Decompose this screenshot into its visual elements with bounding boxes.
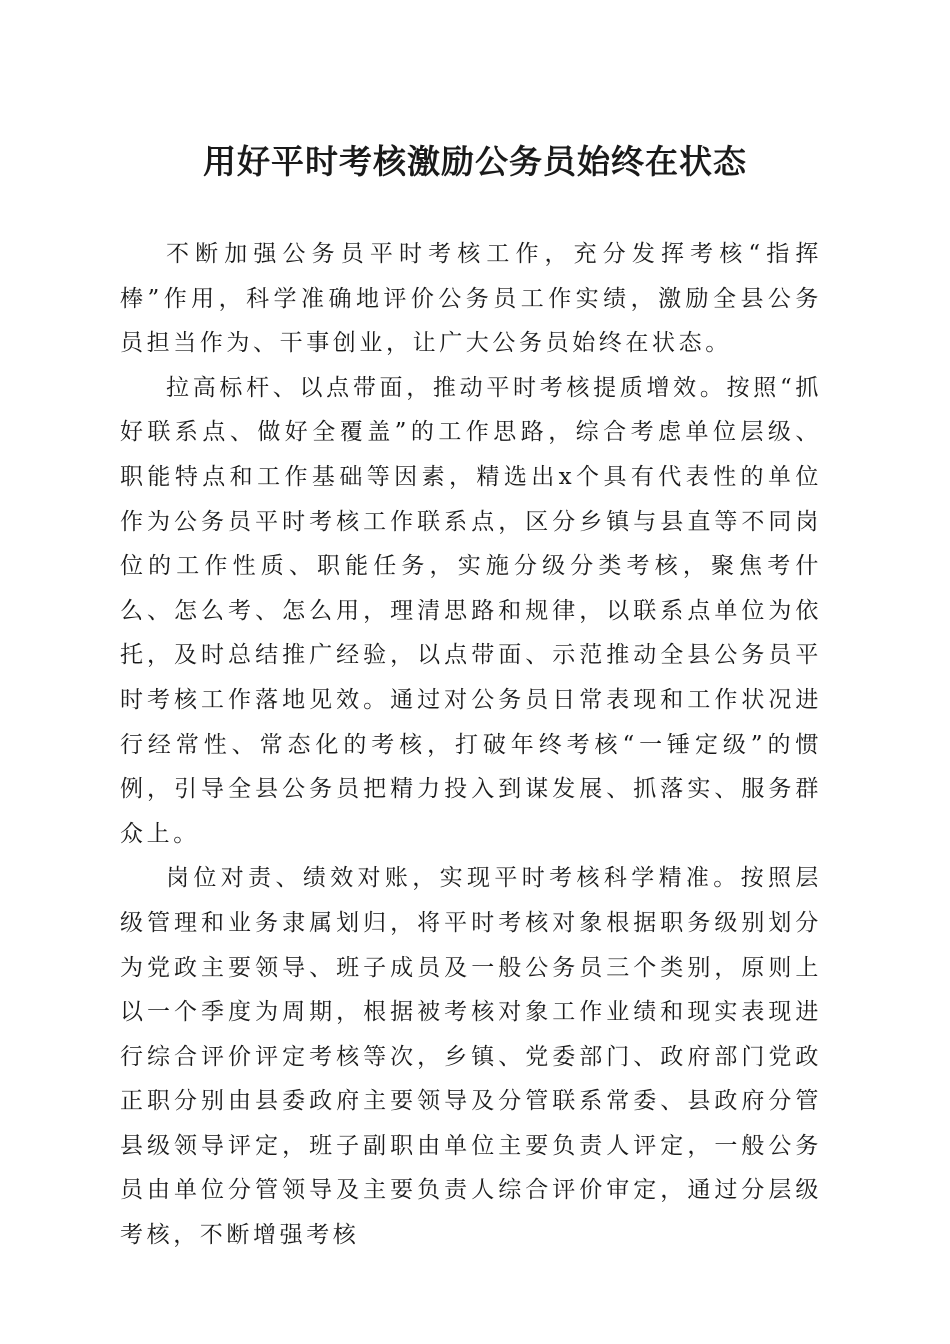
document-body xyxy=(120,232,822,1258)
paragraph-benchmark: 拉高标杆、以点带面，推动平时考核提质增效。按照“抓好联系点、做好全覆盖”的工作思路，综合考虑单位层级、职能特点和工作基础等因素，精选出x个具有代表性的单位作为公务员平时考核工作联系点，区分乡镇与县直等不同岗位的工作性质、职能任务，实施分级分类考核，聚焦考什么、怎么考、怎么用，理清思路和规律，以联系点单位为依托，及时总结推广经验，以点带面、示范推动全县公务员平时考核工作落地见效。通过对公务员日常表现和工作状况进行经常性、常态化的考核，打破年终考核“一锤定级”的惯例，引导全县公务员把精力投入到谋发展、抓落实、服务群众上。 xyxy=(120,374,822,847)
paragraph-accountability: 岗位对责、绩效对账，实现平时考核科学精准。按照层级管理和业务隶属划归，将平时考核对象根据职务级别划分为党政主要领导、班子成员及一般公务员三个类别，原则上以一个季度为周期，根据被考核对象工作业绩和现实表现进行综合评价评定考核等次，乡镇、党委部门、政府部门党政正职分别由县委政府主要领导及分管联系常委、县政府分管县级领导评定，班子副职由单位主要负责人评定，一般公务员由单位分管领导及主要负责人综合评价审定，通过分层级考核，不断增强考核 xyxy=(120,865,822,1249)
document-title: 用好平时考核激励公务员始终在状态 xyxy=(203,142,747,181)
paragraph-intro: 不断加强公务员平时考核工作，充分发挥考核“指挥棒”作用，科学准确地评价公务员工作实绩，激励全县公务员担当作为、干事创业，让广大公务员始终在状态。 xyxy=(120,241,822,357)
